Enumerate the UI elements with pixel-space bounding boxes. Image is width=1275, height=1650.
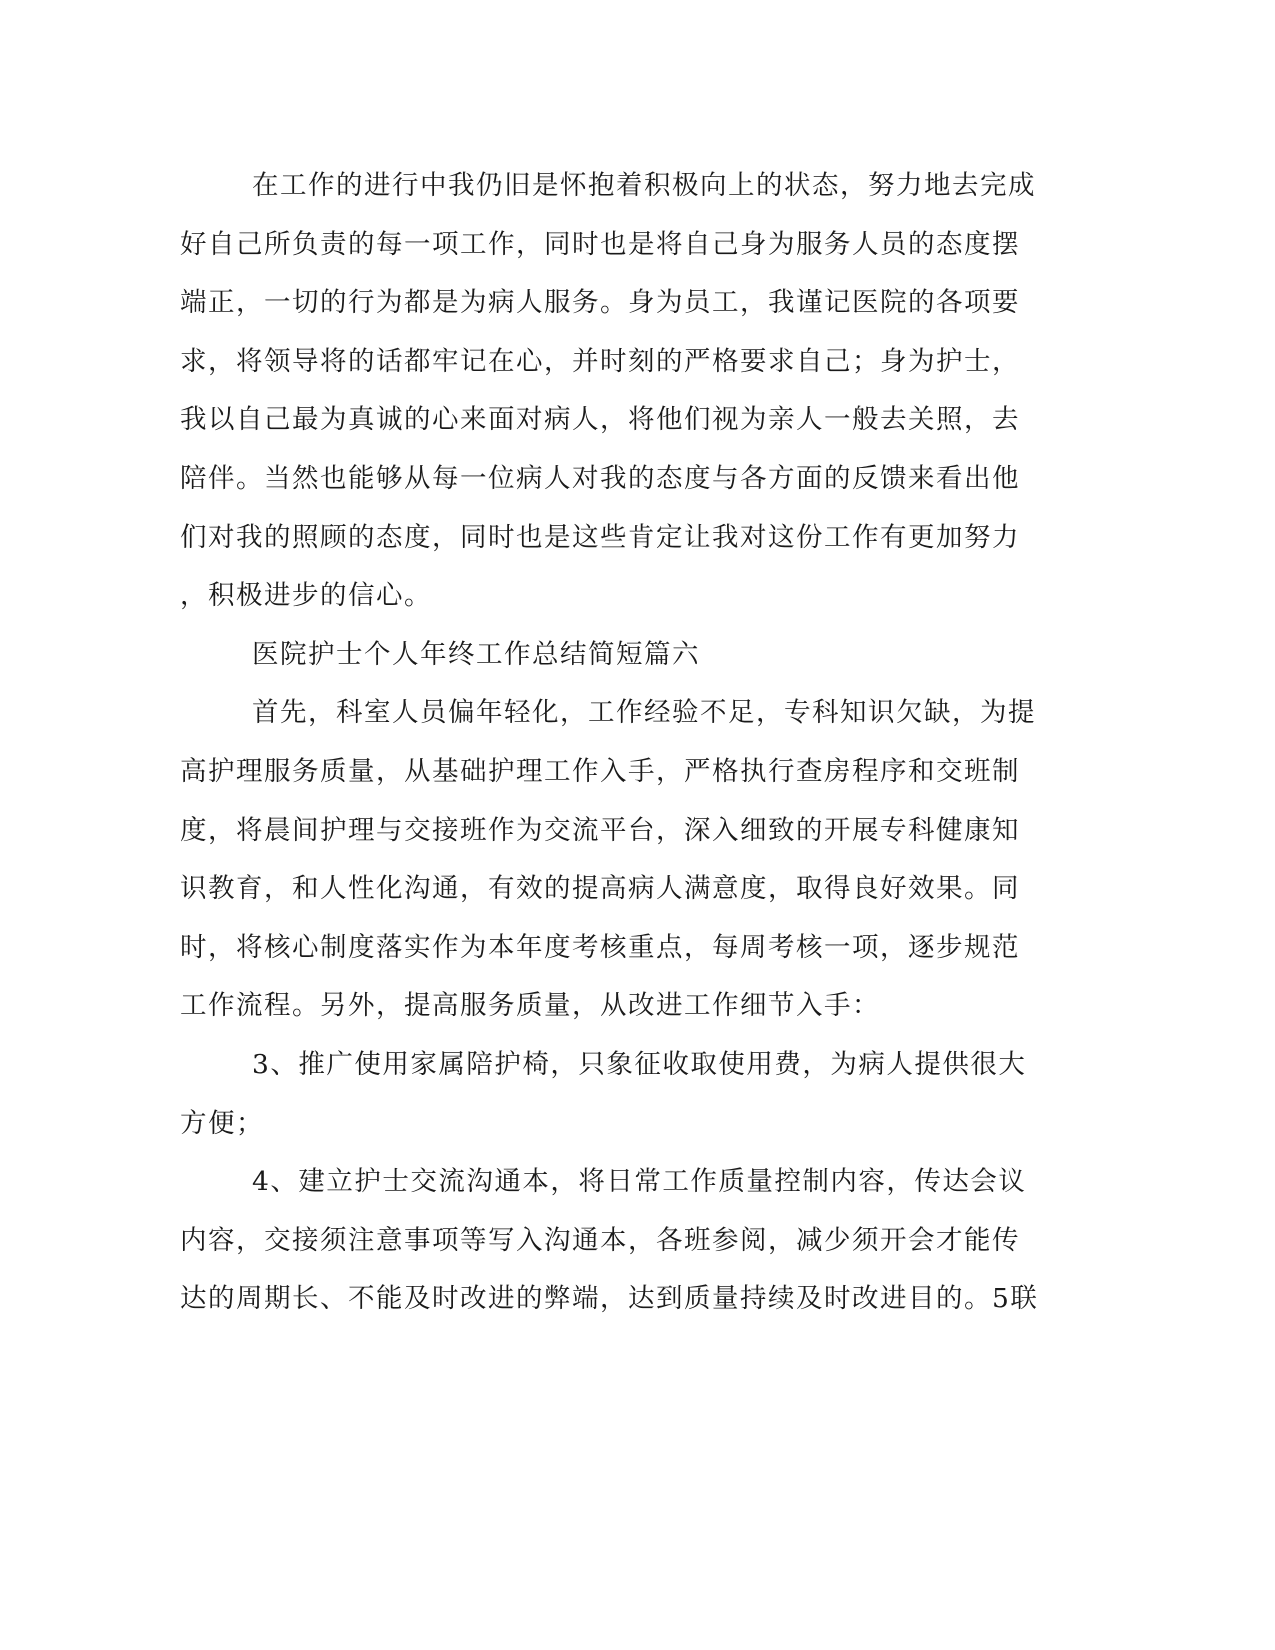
text-line: 在工作的进行中我仍旧是怀抱着积极向上的状态，努力地去完成 xyxy=(252,170,1036,201)
text-line: 求，将领导将的话都牢记在心，并时刻的严格要求自己；身为护士， xyxy=(180,345,1020,377)
text-line: 工作流程。另外，提高服务质量，从改进工作细节入手： xyxy=(180,990,880,1022)
list-item-4: 4、建立护士交流沟通本，将日常工作质量控制内容，传达会议 xyxy=(252,1166,1027,1198)
text-line: 端正，一切的行为都是为病人服务。身为员工，我谨记医院的各项要 xyxy=(180,287,1020,319)
text-line: 时，将核心制度落实作为本年度考核重点，每周考核一项，逐步规范 xyxy=(180,931,1020,963)
text-line: 度，将晨间护理与交接班作为交流平台，深入细致的开展专科健康知 xyxy=(180,814,1020,846)
text-line: 内容，交接须注意事项等写入沟通本，各班参阅，减少须开会才能传 xyxy=(180,1224,1020,1256)
text-line: 首先，科室人员偏年轻化，工作经验不足，专科知识欠缺，为提 xyxy=(252,697,1036,729)
text-line: 高护理服务质量，从基础护理工作入手，严格执行查房程序和交班制 xyxy=(180,755,1020,787)
text-line: 陪伴。当然也能够从每一位病人对我的态度与各方面的反馈来看出他 xyxy=(180,462,1020,494)
text-line: 好自己所负责的每一项工作，同时也是将自己身为服务人员的态度摆 xyxy=(180,228,1020,260)
section-heading: 医院护士个人年终工作总结简短篇六 xyxy=(252,638,700,670)
text-line: ，积极进步的信心。 xyxy=(180,580,432,612)
text-line: 方便； xyxy=(180,1107,264,1139)
text-line: 我以自己最为真诚的心来面对病人，将他们视为亲人一般去关照，去 xyxy=(180,404,1020,436)
body-text xyxy=(180,157,1040,1329)
text-line: 识教育，和人性化沟通，有效的提高病人满意度，取得良好效果。同 xyxy=(180,873,1020,905)
text-line: 达的周期长、不能及时改进的弊端，达到质量持续及时改进目的。5联 xyxy=(180,1283,1039,1315)
list-item-3: 3、推广使用家属陪护椅，只象征收取使用费，为病人提供很大 xyxy=(252,1048,1027,1080)
text-line: 们对我的照顾的态度，同时也是这些肯定让我对这份工作有更加努力 xyxy=(180,521,1020,553)
